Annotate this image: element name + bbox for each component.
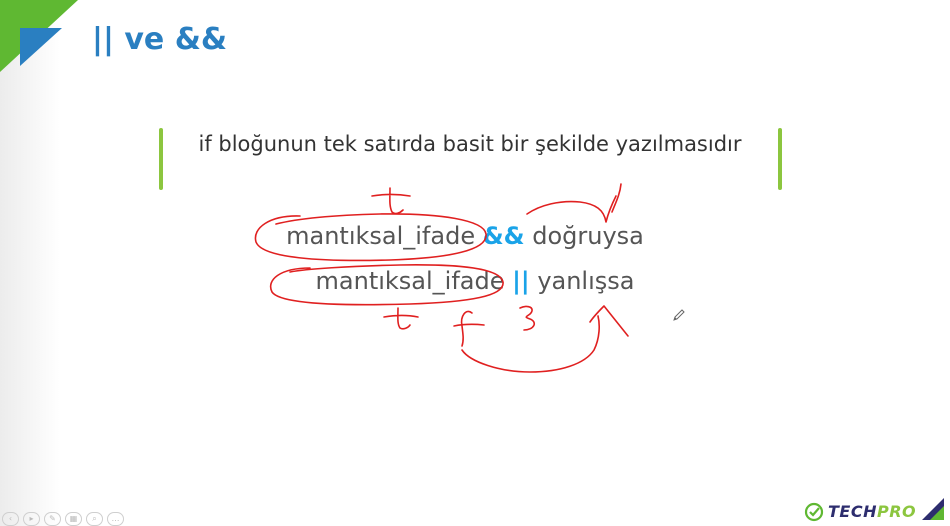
ink-3 (520, 306, 534, 330)
ink-t-bottom (384, 308, 418, 329)
or-operator: || (512, 267, 530, 295)
or-right-operand: yanlışsa (537, 267, 635, 295)
description-text: if bloğunun tek satırda basit bir şekilde yazılmasıdır (198, 132, 742, 156)
prev-icon[interactable]: ‹ (2, 512, 19, 526)
and-right-operand: doğruysa (532, 222, 644, 250)
or-left-operand: mantıksal_ifade (315, 267, 505, 295)
ink-arrow-bottom (462, 306, 628, 372)
logo-triangle-icon (922, 498, 944, 520)
and-operator: && (482, 222, 525, 250)
zoom-icon[interactable]: ⌕ (86, 512, 103, 526)
techpro-logo (804, 498, 944, 524)
pen-icon[interactable]: ✎ (44, 512, 61, 526)
ink-ellipse-2 (271, 265, 503, 305)
title-or-operator: || (92, 22, 114, 57)
ink-f (454, 311, 484, 346)
title-text: ve && (113, 22, 228, 57)
ink-t-top (372, 188, 410, 213)
ink-arrow-top (527, 184, 621, 222)
play-icon[interactable]: ▸ (23, 512, 40, 526)
presentation-toolbar (2, 512, 124, 526)
logo-check-icon (804, 502, 824, 522)
more-icon[interactable]: … (107, 512, 124, 526)
and-left-operand: mantıksal_ifade (286, 222, 476, 250)
logo-text: TECHPRO (828, 502, 917, 521)
ink-ellipse-1 (255, 214, 486, 261)
grid-icon[interactable]: ▦ (65, 512, 82, 526)
pen-cursor-icon (672, 308, 686, 322)
